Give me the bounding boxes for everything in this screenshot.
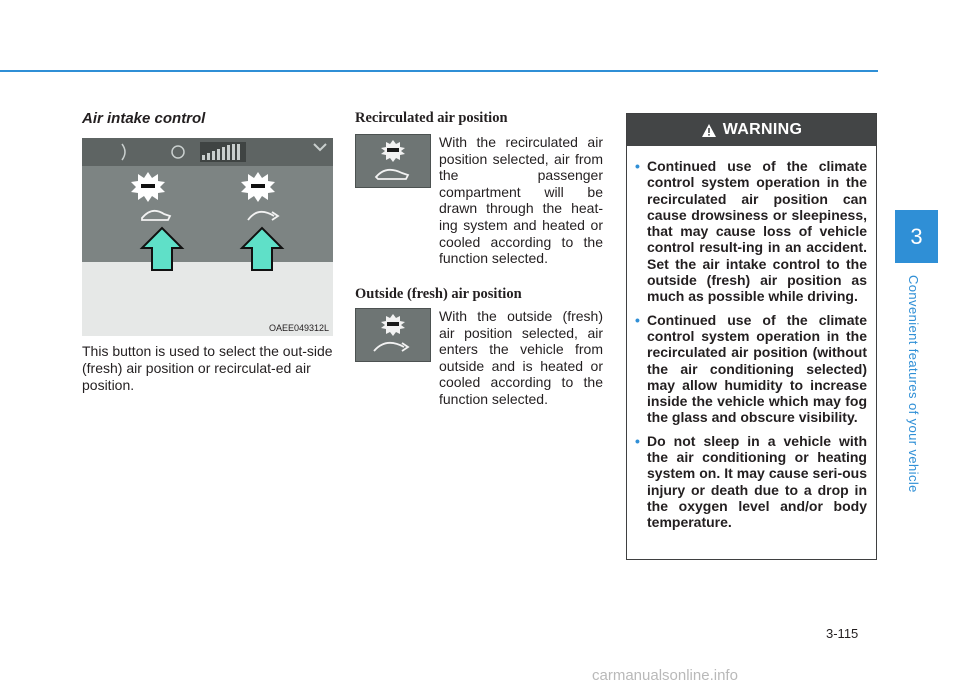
section-title: Air intake control xyxy=(82,110,206,127)
outside-heading: Outside (fresh) air position xyxy=(355,286,522,302)
warning-triangle-icon xyxy=(701,123,717,138)
recirculated-heading: Recirculated air position xyxy=(355,110,508,126)
recirculated-text: With the recirculated air position selected, air from the passenger compartment will be drawn through the heat-ing system and heated or cooled according to the function selected. xyxy=(439,134,603,267)
recirculate-air-icon xyxy=(356,135,430,187)
bullet-icon: • xyxy=(635,311,640,328)
warning-header xyxy=(627,114,876,146)
warning-item: • Continued use of the climate control system operation in the recirculated air position can cause drowsiness or sleepiness, that may cause loss of vehicle control result-ing in an accident. Set the air intake control to the outside (fresh) air position as much as possible while driving. xyxy=(635,158,867,305)
chapter-number-tab: 3 xyxy=(895,210,938,263)
watermark: carmanualsonline.info xyxy=(592,667,738,684)
page-number: 3-115 xyxy=(826,626,859,641)
warning-title: WARNING xyxy=(722,121,803,138)
chapter-title: Convenient features of your vehicle xyxy=(906,275,921,493)
outside-button-image xyxy=(355,308,431,362)
warning-list xyxy=(635,158,867,538)
bullet-icon: • xyxy=(635,158,640,174)
section-description: This button is used to select the out-side (fresh) air position or recirculat-ed air position. xyxy=(82,343,333,393)
fresh-air-icon xyxy=(356,309,430,361)
header-rule xyxy=(0,70,878,72)
warning-item: • Do not sleep in a vehicle with the air conditioning or heating system on. It may cause seri-ous injury or death due to a drop in the oxygen level and/or body temperature. xyxy=(635,432,867,531)
air-intake-figure xyxy=(82,138,333,336)
climate-panel-illustration xyxy=(82,138,333,336)
recirculated-button-image xyxy=(355,134,431,188)
warning-box xyxy=(626,113,877,560)
bullet-icon: • xyxy=(635,432,640,449)
warning-item: • Continued use of the climate control system operation in the recirculated air position (without the air conditioning selected) may allow humidity to increase inside the vehicle which may fog the glass and obscure visibility. xyxy=(635,311,867,426)
outside-text: With the outside (fresh) air position selected, air enters the vehicle from outside and is heated or cooled according to the function selected. xyxy=(439,308,603,407)
figure-caption: OAEE049312L xyxy=(268,323,329,333)
